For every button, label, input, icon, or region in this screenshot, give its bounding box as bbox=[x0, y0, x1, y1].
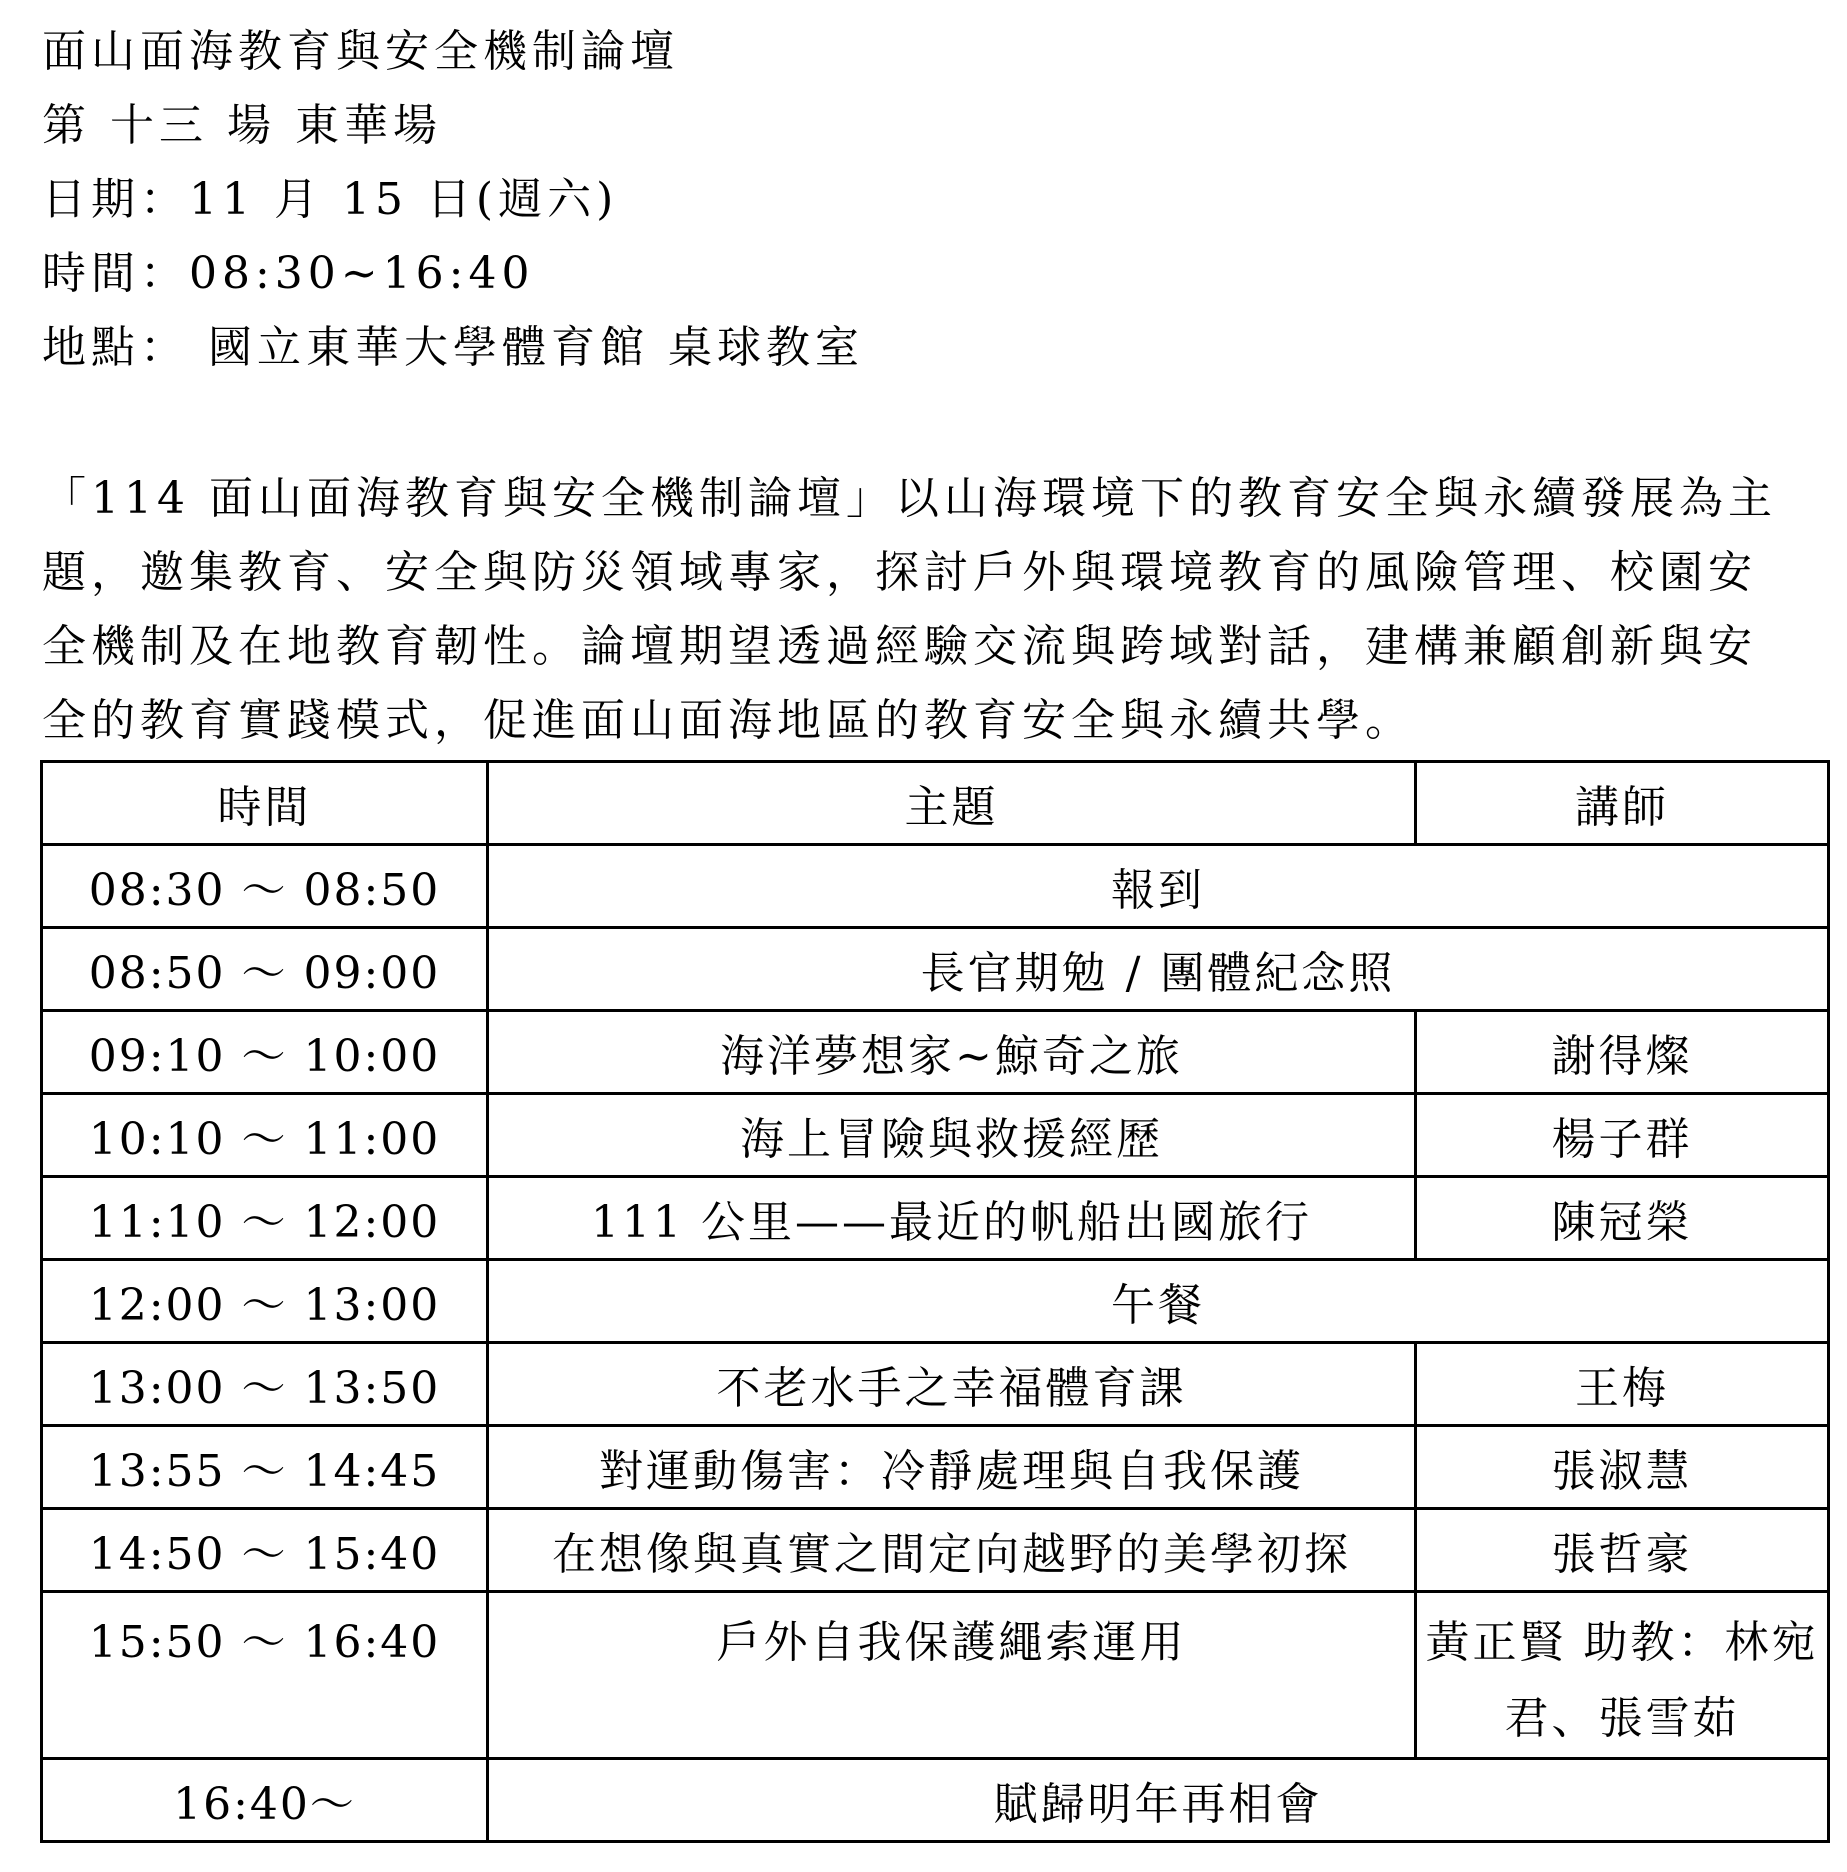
table-row bbox=[42, 1759, 1829, 1842]
header-speaker: 講師 bbox=[1416, 762, 1829, 845]
row-speaker: 陳冠榮 bbox=[1416, 1177, 1829, 1260]
row-topic: 111 公里——最近的帆船出國旅行 bbox=[488, 1177, 1416, 1260]
schedule-table bbox=[40, 760, 1830, 1843]
forum-title: 面山面海教育與安全機制論壇 bbox=[42, 26, 679, 77]
row-time: 10:10 ～ 11:00 bbox=[42, 1094, 488, 1177]
row-topic: 午餐 bbox=[488, 1260, 1829, 1343]
row-speaker: 謝得燦 bbox=[1416, 1011, 1829, 1094]
row-topic: 海上冒險與救援經歷 bbox=[488, 1094, 1416, 1177]
row-time: 08:30 ～ 08:50 bbox=[42, 845, 488, 928]
event-date: 日期：11 月 15 日(週六) bbox=[42, 174, 619, 225]
row-time: 15:50 ～ 16:40 bbox=[42, 1592, 488, 1759]
row-speaker: 王梅 bbox=[1416, 1343, 1829, 1426]
row-topic: 賦歸明年再相會 bbox=[488, 1759, 1829, 1842]
row-time: 12:00 ～ 13:00 bbox=[42, 1260, 488, 1343]
table-row bbox=[42, 928, 1829, 1011]
row-topic: 海洋夢想家~鯨奇之旅 bbox=[488, 1011, 1416, 1094]
table-row bbox=[42, 1509, 1829, 1592]
row-topic: 對運動傷害：冷靜處理與自我保護 bbox=[488, 1426, 1416, 1509]
row-topic: 報到 bbox=[488, 845, 1829, 928]
row-speaker: 張淑慧 bbox=[1416, 1426, 1829, 1509]
row-time: 13:55 ～ 14:45 bbox=[42, 1426, 488, 1509]
row-time: 08:50 ～ 09:00 bbox=[42, 928, 488, 1011]
table-row bbox=[42, 1011, 1829, 1094]
event-location: 地點： 國立東華大學體育館 桌球教室 bbox=[42, 322, 864, 373]
row-time: 14:50 ～ 15:40 bbox=[42, 1509, 488, 1592]
table-row bbox=[42, 1094, 1829, 1177]
header-topic: 主題 bbox=[488, 762, 1416, 845]
row-time: 11:10 ～ 12:00 bbox=[42, 1177, 488, 1260]
row-speaker: 楊子群 bbox=[1416, 1094, 1829, 1177]
table-row bbox=[42, 1260, 1829, 1343]
row-topic: 長官期勉 / 團體紀念照 bbox=[488, 928, 1829, 1011]
row-topic: 戶外自我保護繩索運用 bbox=[488, 1592, 1416, 1759]
table-row bbox=[42, 1343, 1829, 1426]
row-time: 09:10 ～ 10:00 bbox=[42, 1011, 488, 1094]
row-topic: 不老水手之幸福體育課 bbox=[488, 1343, 1416, 1426]
row-topic: 在想像與真實之間定向越野的美學初探 bbox=[488, 1509, 1416, 1592]
event-time: 時間：08:30~16:40 bbox=[42, 248, 535, 299]
intro-paragraph: 「114 面山面海教育與安全機制論壇」以山海環境下的教育安全與永續發展為主題，邀集教育、安全與防災領域專家，探討戶外與環境教育的風險管理、校園安全機制及在地教育韌性。論壇期望透過經驗交流與跨域對話，建構兼顧創新與安全的教育實踐模式，促進面山面海地區的教育安全與永續共學。 bbox=[42, 473, 1777, 746]
table-header-row bbox=[42, 762, 1829, 845]
row-time: 16:40～ bbox=[42, 1759, 488, 1842]
table-row bbox=[42, 1177, 1829, 1260]
header-time: 時間 bbox=[42, 762, 488, 845]
row-time: 13:00 ～ 13:50 bbox=[42, 1343, 488, 1426]
table-row bbox=[42, 845, 1829, 928]
table-row bbox=[42, 1592, 1829, 1759]
session-label: 第 十三 場 東華場 bbox=[42, 100, 442, 151]
row-speaker: 黃正賢 助教：林宛君、張雪茹 bbox=[1416, 1592, 1829, 1759]
row-speaker: 張哲豪 bbox=[1416, 1509, 1829, 1592]
table-row bbox=[42, 1426, 1829, 1509]
